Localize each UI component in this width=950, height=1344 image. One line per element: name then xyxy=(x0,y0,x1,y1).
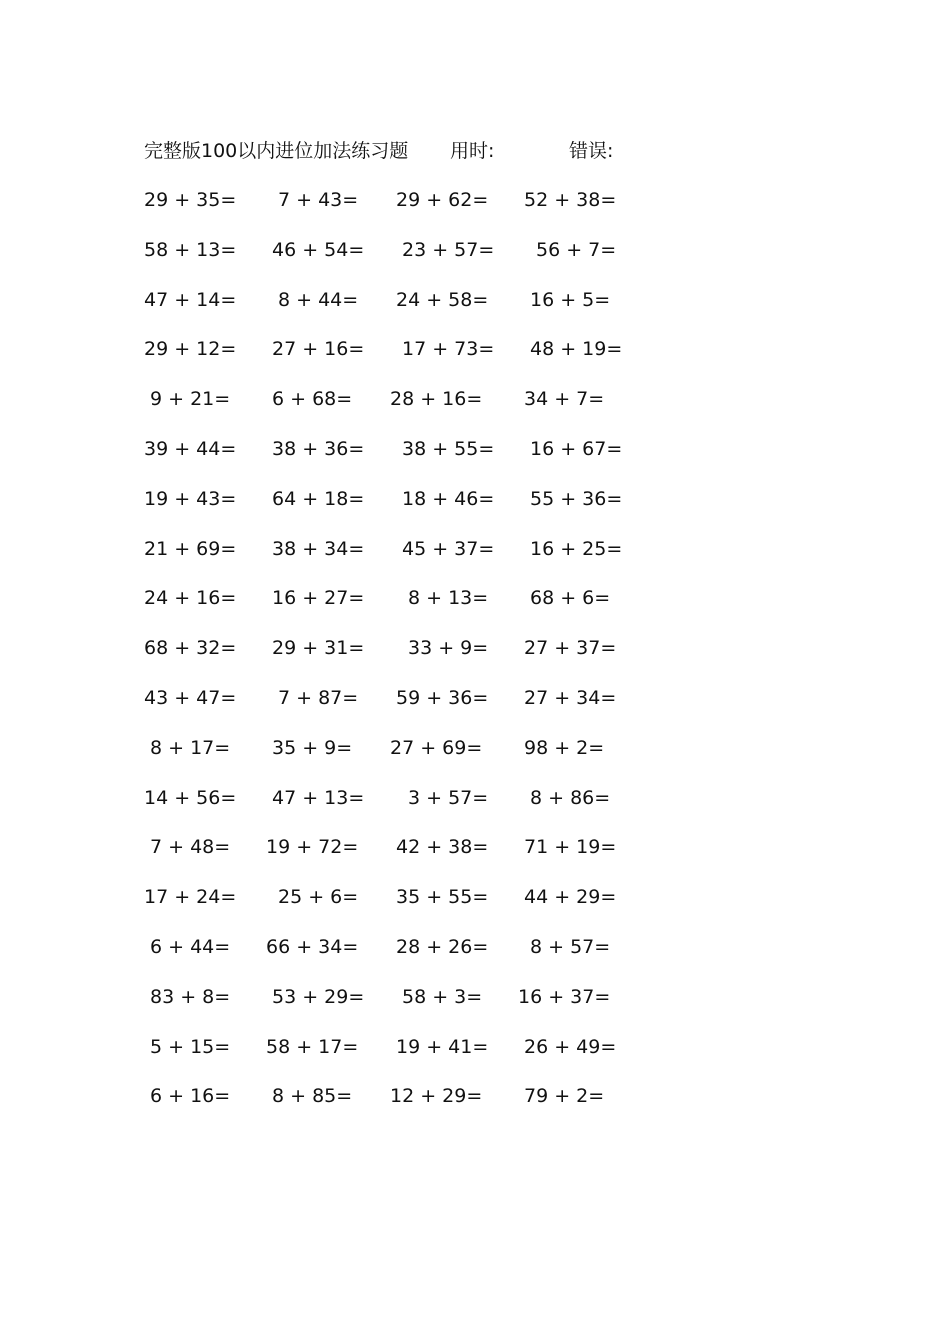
addition-problem: 8 + 13= xyxy=(408,587,489,610)
addition-problem: 17 + 24= xyxy=(144,886,237,909)
addition-problem: 16 + 27= xyxy=(272,587,365,610)
addition-problem: 58 + 13= xyxy=(144,238,237,261)
addition-problem: 6 + 44= xyxy=(150,935,231,958)
addition-problem: 8 + 17= xyxy=(150,736,231,759)
addition-problem: 19 + 43= xyxy=(144,487,237,510)
addition-problem: 8 + 85= xyxy=(272,1085,353,1108)
problem-row xyxy=(0,536,950,586)
problem-row xyxy=(0,685,950,735)
addition-problem: 25 + 6= xyxy=(278,886,359,909)
addition-problem: 34 + 7= xyxy=(524,388,605,411)
addition-problem: 29 + 12= xyxy=(144,338,237,361)
addition-problem: 27 + 16= xyxy=(272,338,365,361)
addition-problem: 68 + 6= xyxy=(530,587,611,610)
addition-problem: 53 + 29= xyxy=(272,985,365,1008)
addition-problem: 16 + 67= xyxy=(530,437,623,460)
addition-problem: 58 + 17= xyxy=(266,1035,359,1058)
addition-problem: 83 + 8= xyxy=(150,985,231,1008)
addition-problem: 46 + 54= xyxy=(272,238,365,261)
addition-problem: 98 + 2= xyxy=(524,736,605,759)
addition-problem: 35 + 9= xyxy=(272,736,353,759)
addition-problem: 59 + 36= xyxy=(396,686,489,709)
addition-problem: 47 + 13= xyxy=(272,786,365,809)
addition-problem: 35 + 55= xyxy=(396,886,489,909)
addition-problem: 24 + 16= xyxy=(144,587,237,610)
problem-row xyxy=(0,884,950,934)
problem-row xyxy=(0,386,950,436)
addition-problem: 29 + 31= xyxy=(272,637,365,660)
problem-grid xyxy=(0,187,950,1133)
problem-row xyxy=(0,436,950,486)
addition-problem: 6 + 68= xyxy=(272,388,353,411)
addition-problem: 12 + 29= xyxy=(390,1085,483,1108)
problem-row xyxy=(0,287,950,337)
addition-problem: 27 + 69= xyxy=(390,736,483,759)
addition-problem: 68 + 32= xyxy=(144,637,237,660)
addition-problem: 19 + 41= xyxy=(396,1035,489,1058)
addition-problem: 18 + 46= xyxy=(402,487,495,510)
problem-row xyxy=(0,1034,950,1084)
problem-row xyxy=(0,1083,950,1133)
addition-problem: 16 + 37= xyxy=(518,985,611,1008)
problem-row xyxy=(0,237,950,287)
time-label: 用时: xyxy=(450,140,495,162)
addition-problem: 14 + 56= xyxy=(144,786,237,809)
addition-problem: 42 + 38= xyxy=(396,836,489,859)
addition-problem: 16 + 25= xyxy=(530,537,623,560)
problem-row xyxy=(0,785,950,835)
worksheet-header xyxy=(144,138,664,164)
addition-problem: 33 + 9= xyxy=(408,637,489,660)
addition-problem: 45 + 37= xyxy=(402,537,495,560)
addition-problem: 5 + 15= xyxy=(150,1035,231,1058)
addition-problem: 8 + 57= xyxy=(530,935,611,958)
addition-problem: 21 + 69= xyxy=(144,537,237,560)
problem-row xyxy=(0,984,950,1034)
addition-problem: 55 + 36= xyxy=(530,487,623,510)
addition-problem: 9 + 21= xyxy=(150,388,231,411)
addition-problem: 64 + 18= xyxy=(272,487,365,510)
problem-row xyxy=(0,336,950,386)
addition-problem: 38 + 55= xyxy=(402,437,495,460)
addition-problem: 24 + 58= xyxy=(396,288,489,311)
addition-problem: 7 + 43= xyxy=(278,189,359,211)
problem-row xyxy=(0,187,950,237)
addition-problem: 43 + 47= xyxy=(144,686,237,709)
addition-problem: 44 + 29= xyxy=(524,886,617,909)
problem-row xyxy=(0,934,950,984)
addition-problem: 6 + 16= xyxy=(150,1085,231,1108)
problem-row xyxy=(0,735,950,785)
addition-problem: 19 + 72= xyxy=(266,836,359,859)
addition-problem: 23 + 57= xyxy=(402,238,495,261)
problem-row xyxy=(0,486,950,536)
addition-problem: 28 + 16= xyxy=(390,388,483,411)
addition-problem: 7 + 87= xyxy=(278,686,359,709)
addition-problem: 48 + 19= xyxy=(530,338,623,361)
addition-problem: 26 + 49= xyxy=(524,1035,617,1058)
addition-problem: 39 + 44= xyxy=(144,437,237,460)
addition-problem: 58 + 3= xyxy=(402,985,483,1008)
addition-problem: 79 + 2= xyxy=(524,1085,605,1108)
addition-problem: 38 + 36= xyxy=(272,437,365,460)
addition-problem: 52 + 38= xyxy=(524,189,617,211)
problem-row xyxy=(0,585,950,635)
addition-problem: 47 + 14= xyxy=(144,288,237,311)
errors-label: 错误: xyxy=(569,140,614,162)
addition-problem: 56 + 7= xyxy=(536,238,617,261)
addition-problem: 38 + 34= xyxy=(272,537,365,560)
addition-problem: 27 + 34= xyxy=(524,686,617,709)
addition-problem: 7 + 48= xyxy=(150,836,231,859)
addition-problem: 66 + 34= xyxy=(266,935,359,958)
addition-problem: 71 + 19= xyxy=(524,836,617,859)
problem-row xyxy=(0,834,950,884)
addition-problem: 29 + 62= xyxy=(396,189,489,211)
addition-problem: 17 + 73= xyxy=(402,338,495,361)
addition-problem: 8 + 86= xyxy=(530,786,611,809)
addition-problem: 29 + 35= xyxy=(144,189,237,211)
addition-problem: 8 + 44= xyxy=(278,288,359,311)
addition-problem: 27 + 37= xyxy=(524,637,617,660)
worksheet-title: 完整版100以内进位加法练习题 xyxy=(144,140,409,162)
addition-problem: 28 + 26= xyxy=(396,935,489,958)
problem-row xyxy=(0,635,950,685)
addition-problem: 16 + 5= xyxy=(530,288,611,311)
addition-problem: 3 + 57= xyxy=(408,786,489,809)
